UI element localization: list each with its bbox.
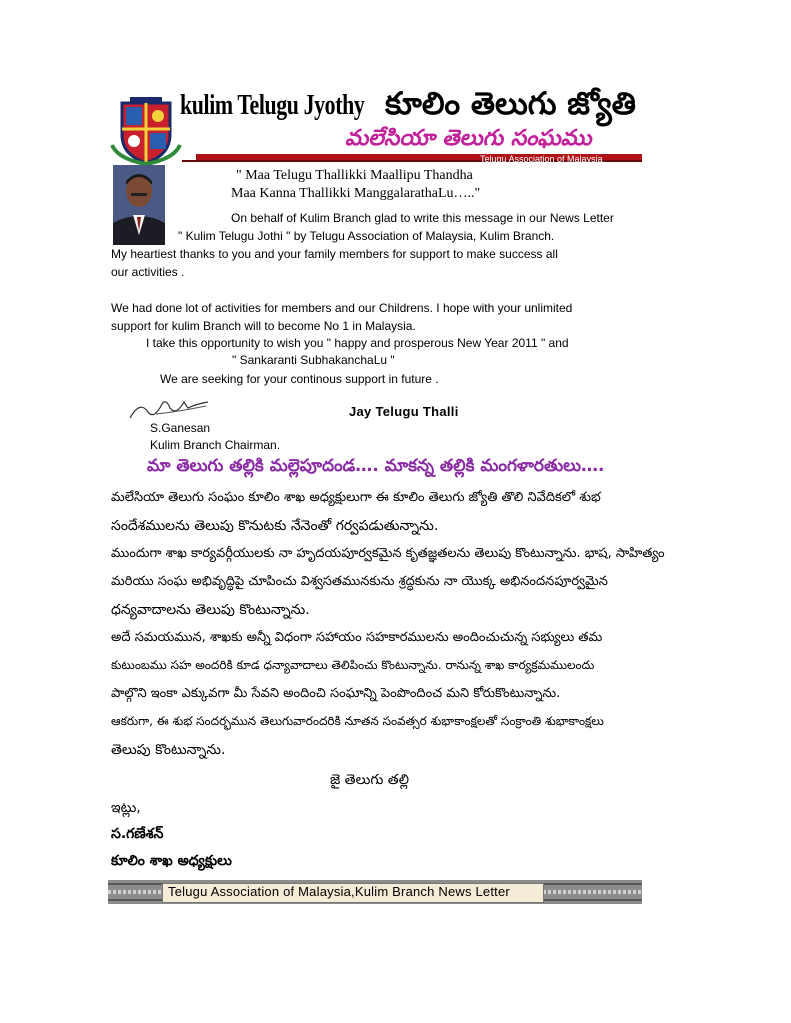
message-line-9: We are seeking for your continous support in future .	[160, 372, 439, 386]
handwritten-signature	[126, 394, 212, 424]
telugu-itlu: ఇట్లు,	[111, 800, 141, 816]
telugu-line-6: అదే సమయమున, శాఖకు అన్నీ విధంగా సహాయం సహకారములను అందించుచున్న సభ్యులు తమ	[111, 630, 603, 645]
telugu-signatory-name: స.గణేశన్	[111, 826, 164, 842]
association-crest-logo	[110, 95, 182, 165]
telugu-line-2: సందేశములను తెలుపు కొనుటకు నేనెంతో గర్వపడుతున్నాను.	[111, 518, 439, 534]
telugu-line-4: మరియు సంఘ అభివృద్ధిపై చూపించు విశ్వసతమునకును శ్రద్ధకును నా యొక్క అభినందనపూర్వమైన	[111, 574, 608, 589]
telugu-line-7: కుటుంబము సహ అందరికి కూడ ధన్యావాదాలు తెలిపించు కొంటున్నాను. రానున్న శాఖ కార్యక్రమములందు	[111, 658, 595, 672]
telugu-line-10: తెలుపు కొంటున్నాను.	[111, 742, 226, 758]
chairman-photo	[113, 165, 165, 245]
message-line-7: I take this opportunity to wish you " happy and prosperous New Year 2011 " and	[146, 336, 569, 350]
telugu-line-1: మలేసియా తెలుగు సంఘం కూలిం శాఖ అధ్యక్షులుగా ఈ కూలిం తెలుగు జ్యోతి తొలి నివేదికలో శుభ	[111, 490, 601, 505]
telugu-signatory-title: కూలిం శాఖ అధ్యక్షులు	[111, 853, 232, 869]
message-line-4: our activities .	[111, 265, 185, 279]
telugu-heading: మా తెలుగు తల్లికి మల్లెపూదండ…. మాకన్న తల్లికి మంగళారతులు….	[147, 456, 605, 476]
message-line-2: " Kulim Telugu Jothi " by Telugu Association of Malaysia, Kulim Branch.	[178, 229, 555, 243]
telugu-line-8: పాల్గొని ఇంకా ఎక్కువగా మీ సేవని అందించి సంఘాన్ని పెంపొందించ మని కోరుకొంటున్నాను.	[111, 686, 561, 701]
association-tag: Telugu Association of Malaysia	[480, 154, 603, 164]
signatory-name: S.Ganesan	[150, 421, 211, 435]
signatory-title: Kulim Branch Chairman.	[150, 438, 281, 452]
footer-text: Telugu Association of Malaysia,Kulim Branch News Letter	[168, 884, 510, 899]
message-line-5: We had done lot of activities for members and our Childrens. I hope with your unlimited	[111, 301, 573, 315]
message-line-1: On behalf of Kulim Branch glad to write this message in our News Letter	[231, 211, 614, 225]
message-line-6: support for kulim Branch will to become No 1 in Malaysia.	[111, 319, 416, 333]
telugu-line-3: ముందుగా శాఖ కార్యవర్గీయులకు నా హృదయపూర్వకమైన కృతజ్ఞతలను తెలుపు కొంటున్నాను. భాష, సాహిత్యం	[111, 546, 665, 561]
newsletter-title-english: kulim Telugu Jyothy	[180, 90, 365, 121]
newsletter-subtitle-telugu: మలేసియా తెలుగు సంఘము	[345, 126, 592, 151]
telugu-line-9: ఆకరుగా, ఈ శుభ సందర్భమున తెలుగువారందరికి నూతన సంవత్సర శుభాకాంక్షలతో సంక్రాంతి శుభాకాంక్షలు	[111, 714, 604, 728]
telugu-line-5: ధన్యవాదాలను తెలుపు కొంటున్నాను.	[111, 602, 310, 618]
newsletter-title-telugu: కూలిం తెలుగు జ్యోతి	[385, 86, 636, 122]
message-line-8: " Sankaranti SubhakanchaLu "	[232, 353, 395, 367]
quote-line-1: " Maa Telugu Thallikki Maallipu Thandha	[236, 168, 473, 183]
telugu-jai-slogan: జై తెలుగు తల్లి	[330, 772, 409, 788]
closing-slogan: Jay Telugu Thalli	[349, 404, 459, 419]
message-line-3: My heartiest thanks to you and your family members for support to make success all	[111, 247, 558, 261]
quote-line-2: Maa Kanna Thallikki ManggalarathaLu….."	[231, 186, 481, 201]
